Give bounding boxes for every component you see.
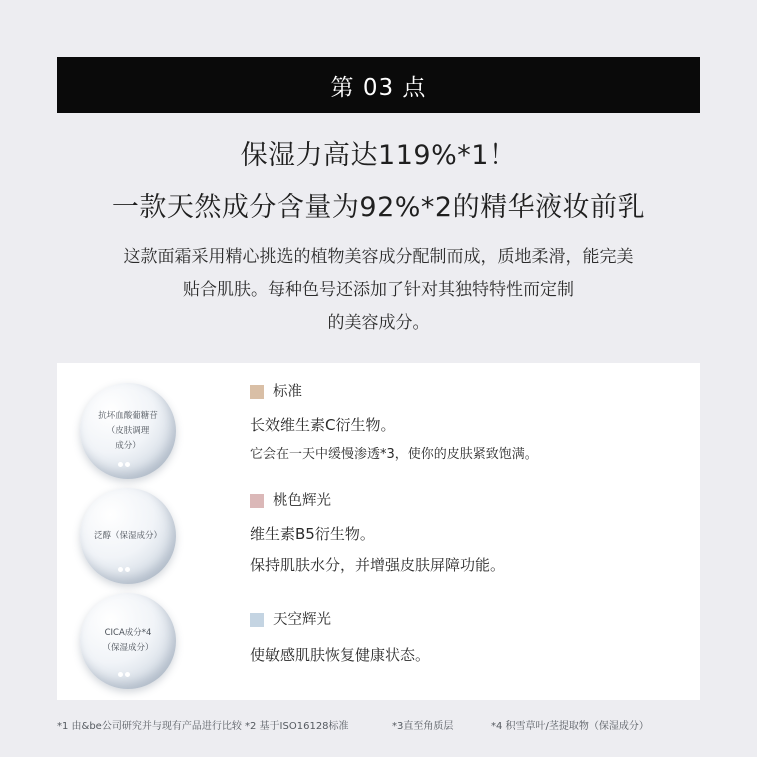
intro-line-2: 贴合肌肤。每种色号还添加了针对其独特特性而定制 [183, 280, 574, 300]
point-banner [57, 57, 700, 113]
ingredient-bubble-cica [80, 593, 176, 689]
intro-line-1: 这款面霜采用精心挑选的植物美容成分配制而成，质地柔滑，能完美 [123, 247, 634, 267]
shade-description-2: 保持肌肤水分，并增强皮肤屏障功能。 [250, 556, 506, 574]
shade-description-1: 长效维生素C衍生物。 [250, 416, 396, 434]
bubble-text-line: （保湿成分） [102, 643, 154, 653]
bubble-text-line: CICA成分*4 [104, 628, 152, 638]
bubble-highlight-dots [118, 462, 123, 467]
headline-line-1: 保湿力高达119%*1！ [240, 140, 517, 171]
shade-description-1: 使敏感肌肤恢复健康状态。 [250, 646, 431, 664]
shade-name-sky-glow: 天空辉光 [273, 612, 331, 628]
bubble-text-line: 成分） [115, 440, 141, 451]
shade-swatch-standard [250, 385, 264, 399]
headline-line-2: 一款天然成分含量为92%*2的精华液妆前乳 [111, 192, 646, 223]
bubble-highlight-dots [118, 567, 123, 572]
shade-description-1: 维生素B5衍生物。 [250, 525, 375, 543]
bubble-highlight-dots [118, 672, 123, 677]
shade-swatch-sky-glow [250, 613, 264, 627]
shade-description-2: 它会在一天中缓慢渗透*3，使你的皮肤紧致饱满。 [250, 447, 538, 462]
shade-name-standard: 标准 [273, 384, 302, 400]
ingredient-bubble-panthenol [80, 488, 176, 584]
shade-name-peach-glow: 桃色辉光 [273, 493, 331, 509]
bubble-text-line: 抗坏血酸葡糖苷 [98, 410, 158, 421]
bubble-text-line: 泛醇（保湿成分） [93, 530, 162, 541]
bubble-text-line: （皮肤调理 [106, 425, 150, 436]
banner-label: 第 03 点 [330, 74, 427, 101]
intro-line-3: 的美容成分。 [327, 313, 430, 333]
ingredient-bubble-ascorbyl-glucoside [80, 383, 176, 479]
footnote-3: *3直至角质层 [392, 721, 454, 732]
footnote-1-2: *1 由&be公司研究并与现有产品进行比较 *2 基于ISO16128标准 [57, 721, 349, 732]
shade-swatch-peach-glow [250, 494, 264, 508]
footnote-4: *4 积雪草叶/茎提取物（保湿成分） [491, 721, 649, 732]
